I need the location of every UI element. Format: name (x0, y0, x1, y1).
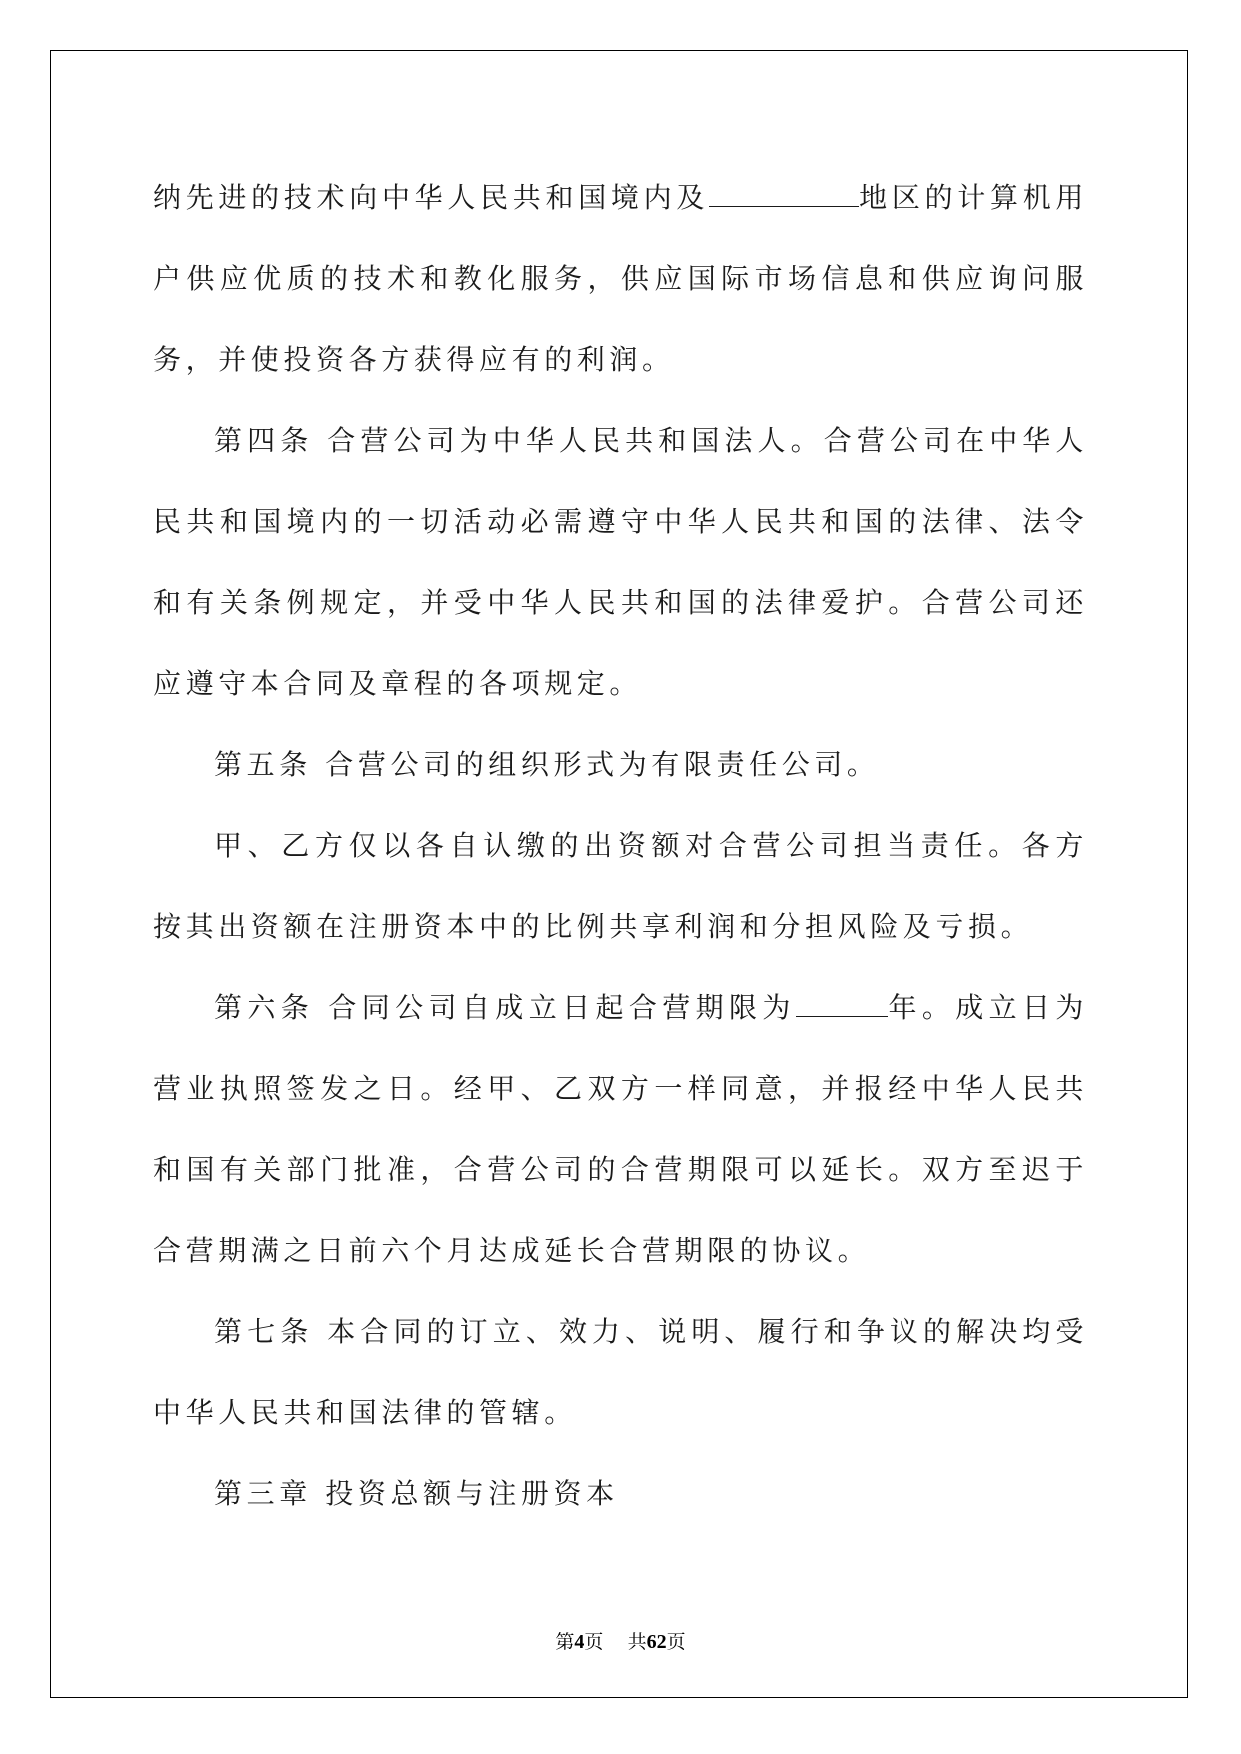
document-body (153, 157, 1088, 1534)
paragraph-continuation: 纳先进的技术向中华人民共和国境内及 地区的计算机用户供应优质的技术和教化服务，供应国际市场信息和供应询问服务，并使投资各方获得应有的利润。 (153, 181, 1089, 376)
article-6: 第六条 合同公司自成立日起合营期限为 年。成立日为营业执照签发之日。经甲、乙双方一样同意，并报经中华人民共和国有关部门批准，合营公司的合营期限可以延长。双方至迟于合营期满之日前六个月达成延长合营期限的协议。 (153, 991, 1088, 1267)
fill-in-blank-region (709, 184, 859, 207)
fill-in-blank-term (796, 994, 888, 1017)
article-5: 第五条 合营公司的组织形式为有限责任公司。 (214, 748, 880, 781)
chapter-3-heading: 第三章 投资总额与注册资本 (214, 1477, 619, 1510)
page-number: 4 (574, 1631, 585, 1653)
total-pages: 62 (646, 1631, 667, 1653)
page-footer: 第4页 共62页 (555, 1631, 686, 1653)
article-4: 第四条 合营公司为中华人民共和国法人。合营公司在中华人民共和国境内的一切活动必需遵守中华人民共和国的法律、法令和有关条例规定，并受中华人民共和国的法律爱护。合营公司还应遵守本合同及章程的各项规定。 (153, 424, 1088, 700)
article-5-liability: 甲、乙方仅以各自认缴的出资额对合营公司担当责任。各方按其出资额在注册资本中的比例共享利润和分担风险及亏损。 (153, 829, 1088, 943)
article-7: 第七条 本合同的订立、效力、说明、履行和争议的解决均受中华人民共和国法律的管辖。 (153, 1315, 1088, 1429)
